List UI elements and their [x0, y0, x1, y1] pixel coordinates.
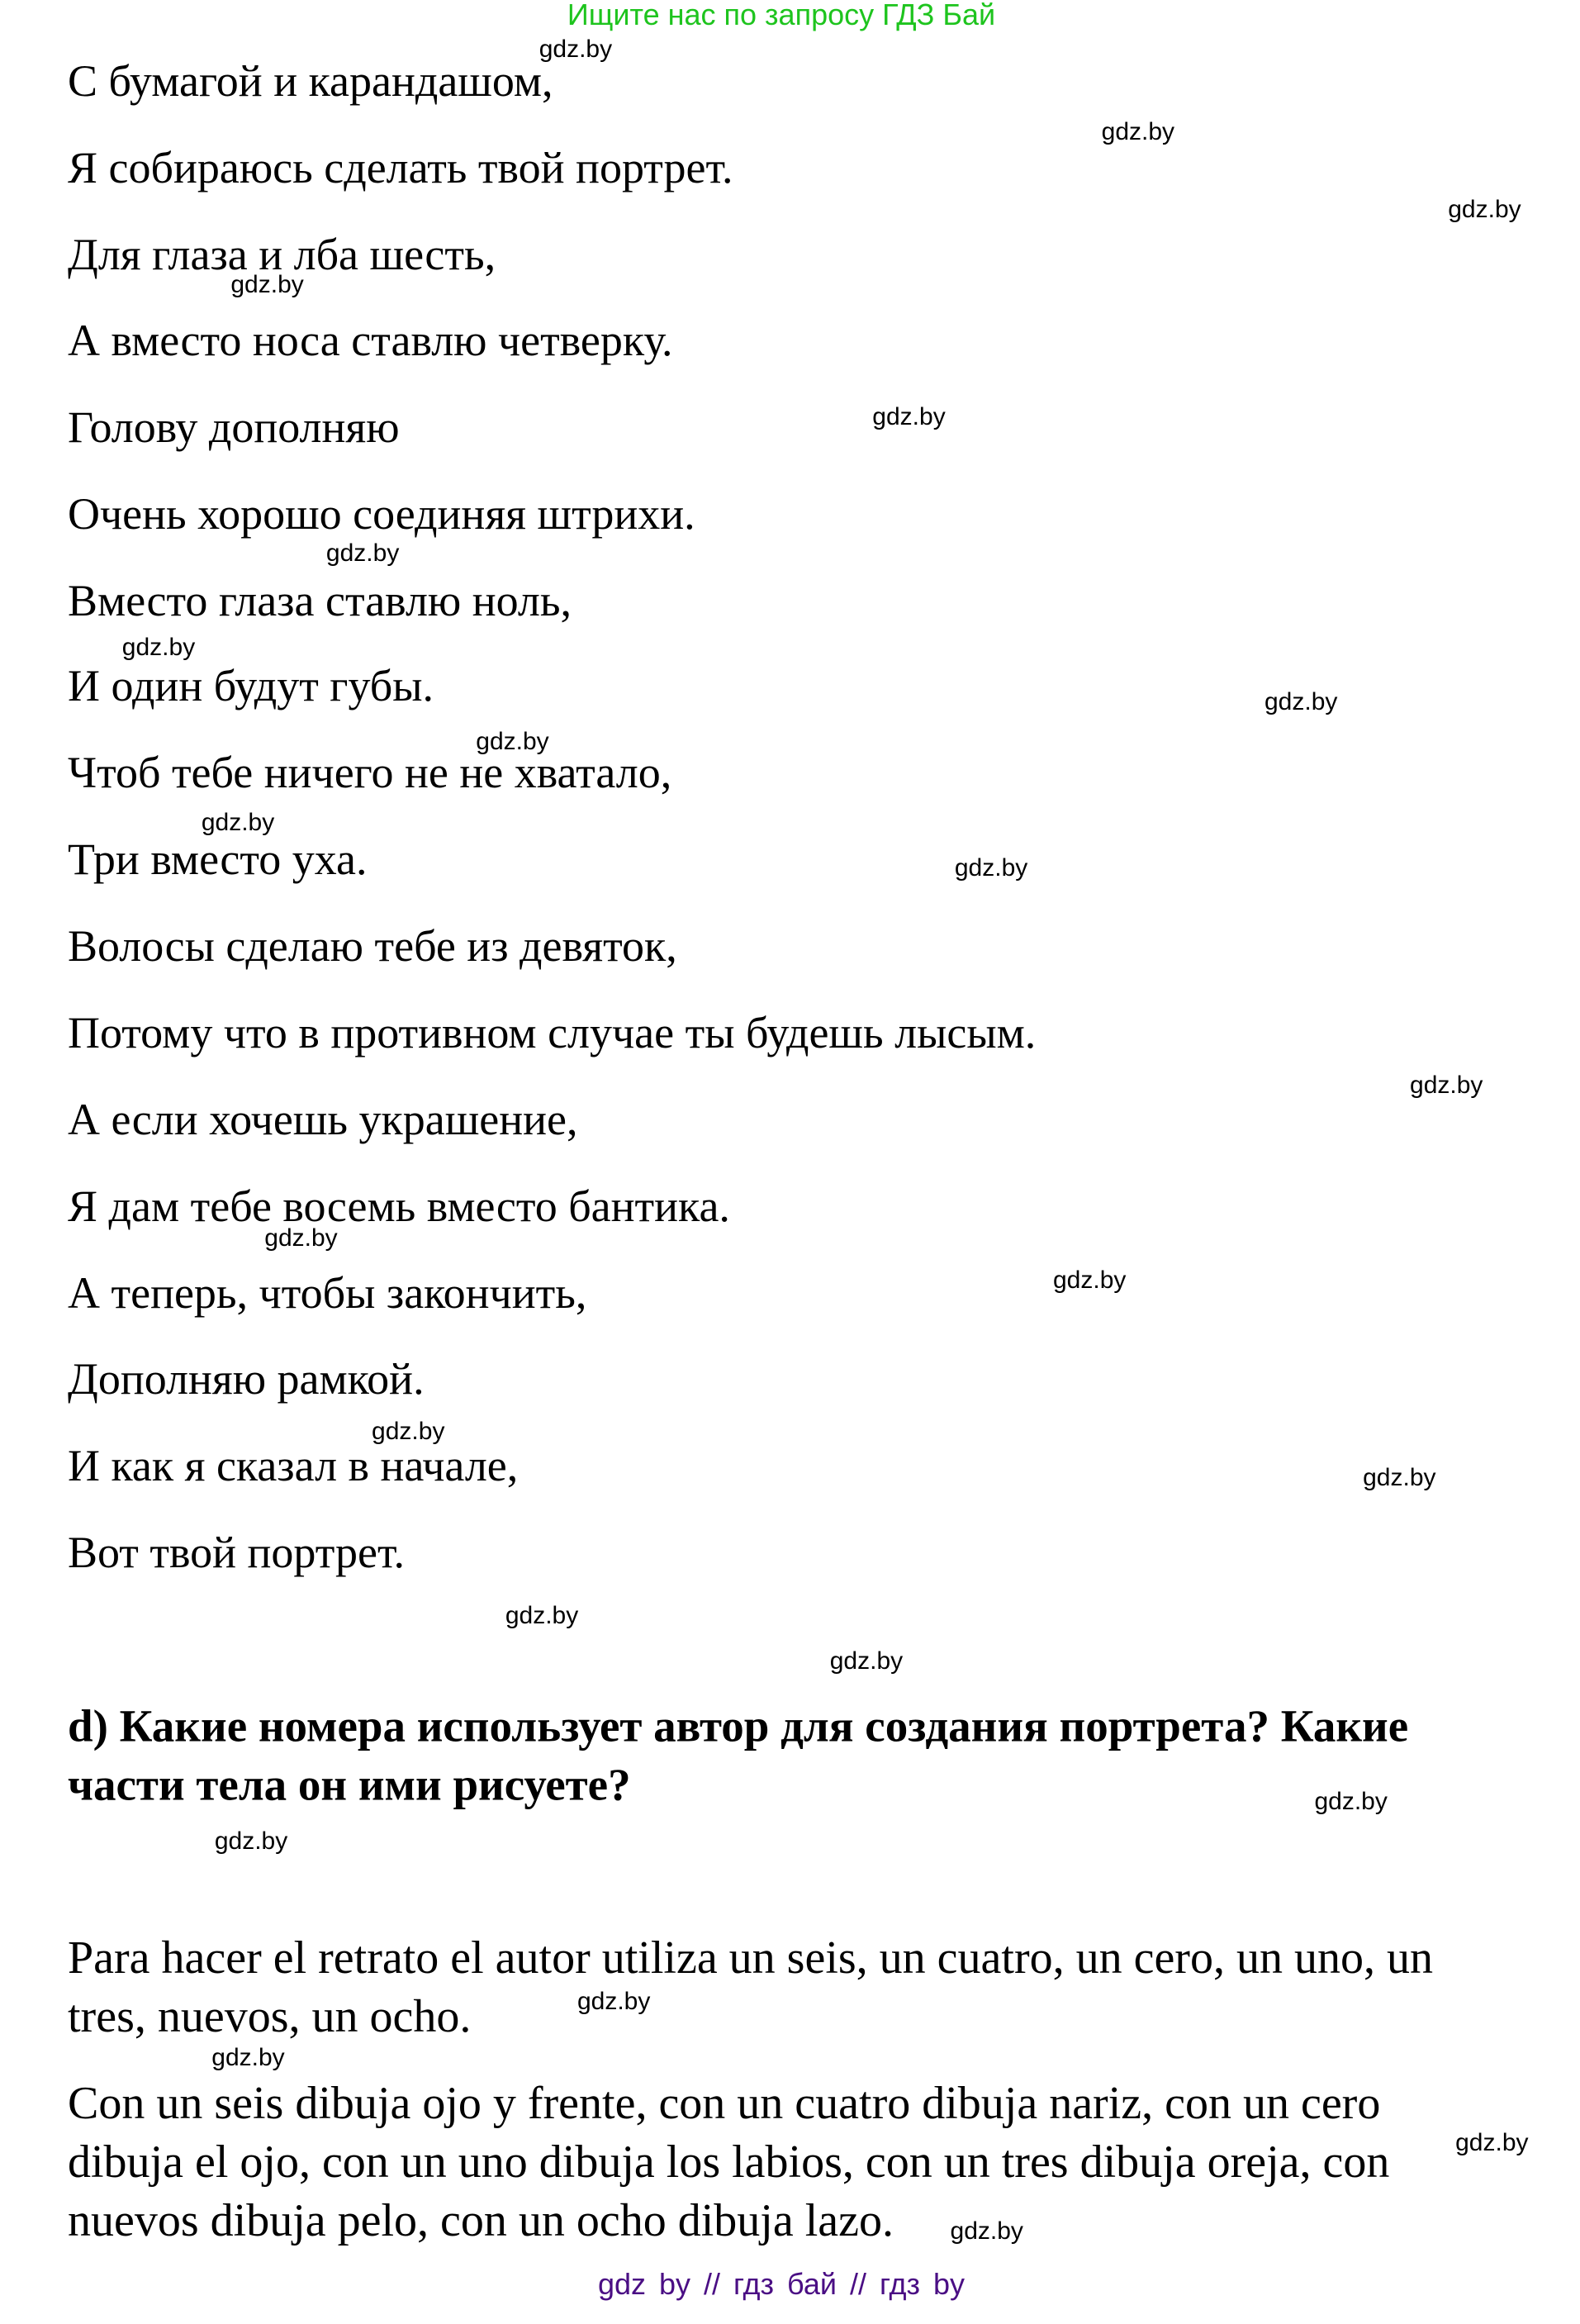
watermark: gdz.by — [476, 727, 549, 755]
watermark: gdz.by — [372, 1418, 445, 1446]
watermark: gdz.by — [1448, 196, 1521, 224]
watermark: gdz.by — [264, 1224, 338, 1252]
poem-line: И один будут губы. — [68, 661, 434, 711]
answer-line: dibuja el ojo, con un uno dibuja los labios, con un tres dibuja oreja, con — [68, 2136, 1390, 2189]
poem-line: Три вместо уха. — [68, 834, 368, 885]
watermark: gdz.by — [829, 1647, 904, 1675]
watermark: gdz.by — [872, 402, 946, 430]
poem-line: Я собираюсь сделать твой портрет. — [68, 142, 733, 192]
watermark: gdz.by — [325, 539, 400, 568]
watermark: gdz.by — [1314, 1788, 1388, 1816]
answer-line: Con un seis dibuja ojo y frente, con un cuatro dibuja nariz, con un cero — [68, 2077, 1381, 2129]
watermark: gdz.by — [211, 2043, 285, 2071]
watermark: gdz.by — [1264, 687, 1338, 715]
watermark: gdz.by — [505, 1601, 579, 1629]
question-line: части тела он ими рисуете? — [68, 1759, 631, 1810]
watermark: gdz.by — [1363, 1463, 1436, 1491]
poem-line: А вместо носа ставлю четверку. — [68, 316, 673, 366]
watermark: gdz.by — [230, 270, 304, 298]
watermark: gdz.by — [1052, 1267, 1127, 1295]
watermark: gdz.by — [214, 1827, 288, 1856]
poem-line: А если хочешь украшение, — [68, 1094, 578, 1144]
watermark: gdz.by — [576, 1988, 651, 2016]
question-line: d) Какие номера использует автор для создания портрета? Какие — [68, 1700, 1409, 1751]
watermark: gdz.by — [954, 853, 1028, 882]
poem-line: Вместо глаза ставлю ноль, — [68, 576, 572, 626]
watermark: gdz.by — [539, 36, 613, 64]
answer-line: Para hacer el retrato el autor utiliza un seis, un cuatro, un cero, un uno, un — [68, 1932, 1433, 1984]
poem-line: Волосы сделаю тебе из девяток, — [68, 920, 677, 971]
footer-links: gdz by // гдз бай // гдз by — [597, 2267, 966, 2301]
answer-line: nuevos dibuja pelo, con un ocho dibuja lazo. — [68, 2195, 894, 2247]
poem-line: И как я сказал в начале, — [68, 1441, 519, 1491]
watermark: gdz.by — [1410, 1071, 1483, 1099]
poem-line: С бумагой и карандашом, — [68, 55, 553, 106]
answer-line: tres, nuevos, un ocho. — [68, 1991, 472, 2043]
poem-line: Очень хорошо соединяя штрихи. — [68, 489, 695, 539]
poem-line: Дополняю рамкой. — [68, 1354, 425, 1404]
poem-line: А теперь, чтобы закончить, — [68, 1267, 587, 1318]
poem-line: Голову дополняю — [68, 402, 400, 453]
poem-line: Чтоб тебе ничего не не хватало, — [68, 748, 672, 798]
watermark: gdz.by — [121, 634, 196, 662]
watermark: gdz.by — [1455, 2128, 1529, 2156]
watermark: gdz.by — [1101, 118, 1175, 145]
watermark: gdz.by — [201, 808, 275, 836]
poem-line: Я дам тебе восемь вместо бантика. — [68, 1181, 730, 1231]
header-banner: Ищите нас по запросу ГДЗ Бай — [567, 0, 996, 31]
poem-line: Потому что в противном случае ты будешь лысым. — [68, 1007, 1037, 1057]
poem-line: Для глаза и лба шесть, — [68, 229, 496, 279]
watermark: gdz.by — [950, 2217, 1023, 2245]
poem-line: Вот твой портрет. — [68, 1528, 405, 1578]
